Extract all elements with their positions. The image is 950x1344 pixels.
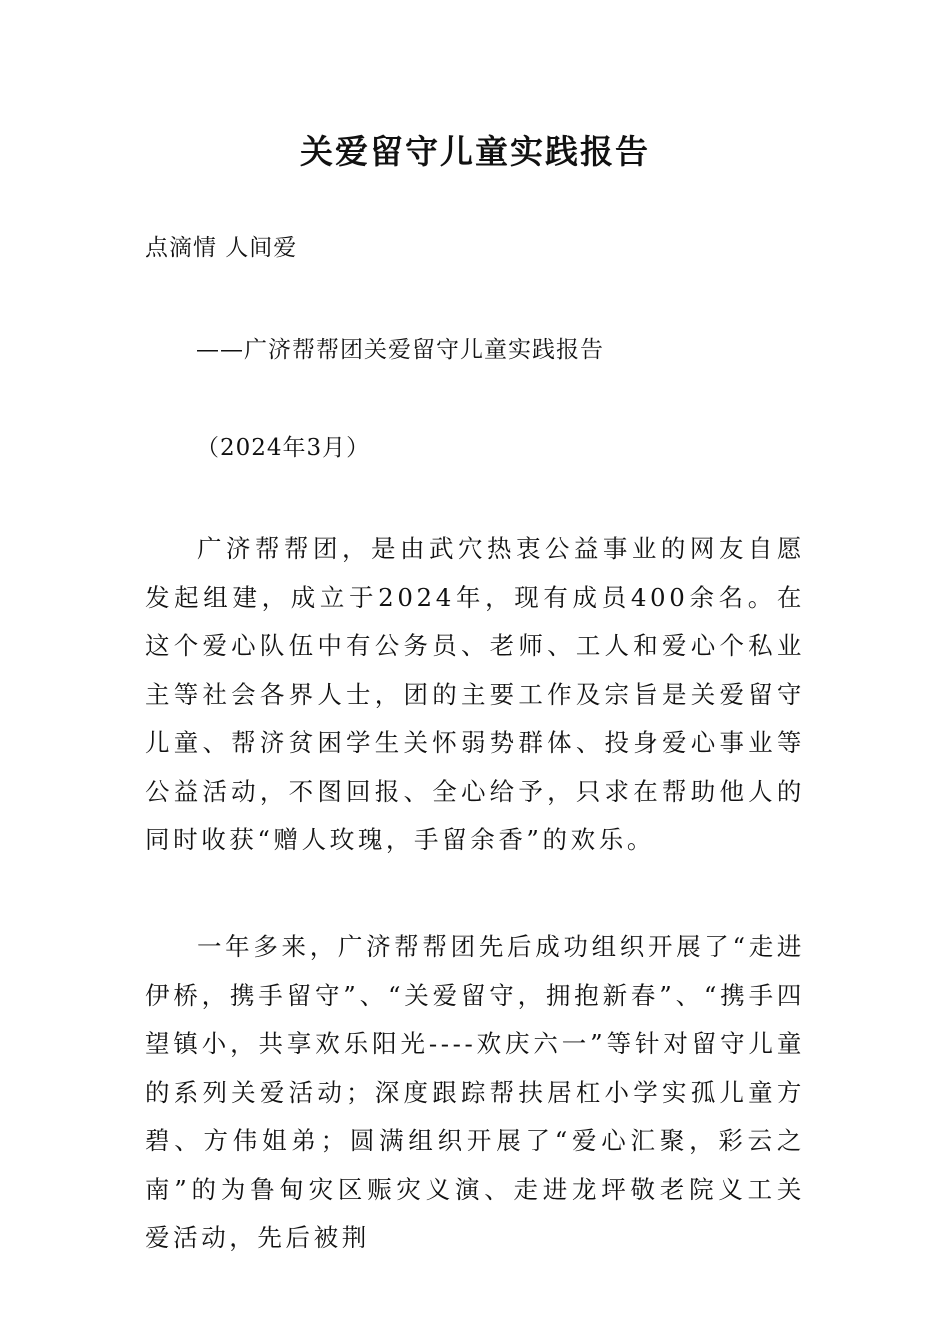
body-paragraph: 一年多来，广济帮帮团先后成功组织开展了“走进伊桥，携手留守”、“关爱留守，拥抱新春”、“携手四望镇小，共享欢乐阳光----欢庆六一”等针对留守儿童的系列关爱活动；深度跟踪帮扶居杠小学实孤儿童方碧、方伟姐弟；圆满组织开展了“爱心汇聚，彩云之南”的为鲁甸灾区赈灾义演、走进龙坪敬老院义工关爱活动，先后被荆 [145, 932, 805, 1252]
document-date: （2024年3月） [196, 435, 371, 461]
document-title: 关爱留守儿童实践报告 [300, 132, 650, 171]
body-paragraph: 广济帮帮团，是由武穴热衷公益事业的网友自愿发起组建，成立于2024年，现有成员400余名。在这个爱心队伍中有公务员、老师、工人和爱心个私业主等社会各界人士，团的主要工作及宗旨是关爱留守儿童、帮济贫困学生关怀弱势群体、投身爱心事业等公益活动，不图回报、全心给予，只求在帮助他人的同时收获“赠人玫瑰，手留余香”的欢乐。 [145, 534, 805, 854]
document-byline: ——广济帮帮团关爱留守儿童实践报告 [196, 337, 604, 363]
document-subtitle: 点滴情 人间爱 [145, 235, 298, 261]
